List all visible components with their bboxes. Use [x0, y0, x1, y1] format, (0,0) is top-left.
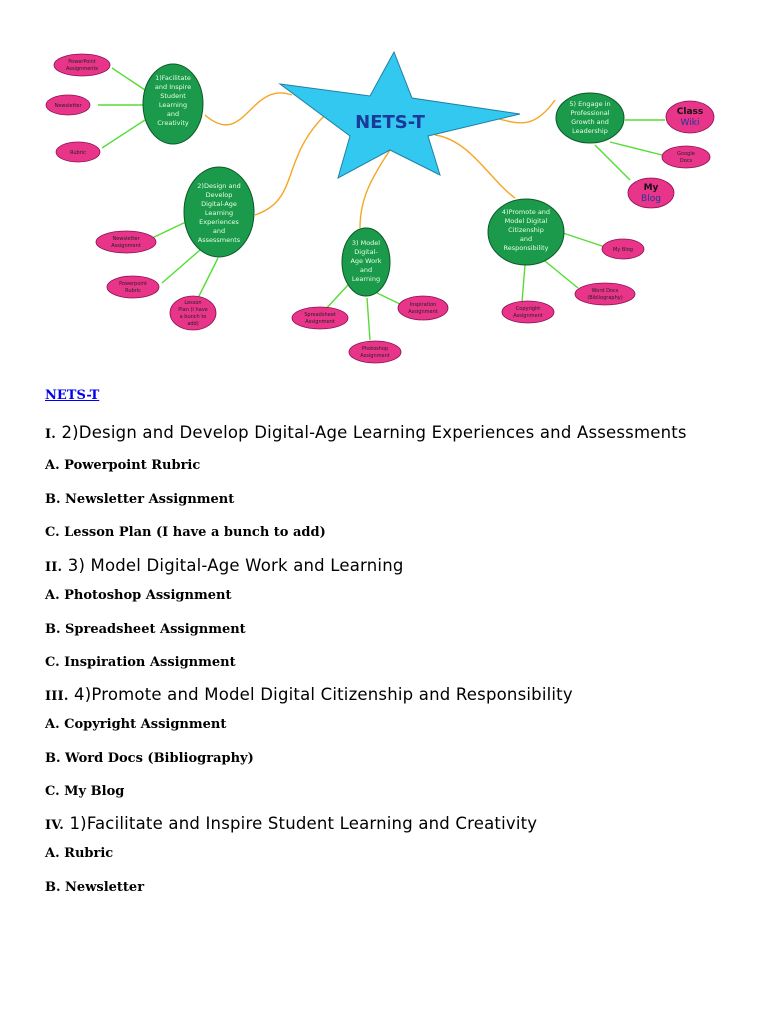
leaf-newsassign [96, 231, 156, 253]
svg-text:Assignment: Assignment [111, 243, 141, 249]
svg-text:3) Model: 3) Model [351, 239, 381, 247]
svg-text:Citizenship: Citizenship [508, 226, 544, 234]
svg-text:Assignment: Assignment [513, 313, 543, 319]
svg-text:1)Facilitate: 1)Facilitate [155, 74, 191, 82]
svg-text:Assignment: Assignment [305, 319, 335, 325]
list-item: C. Inspiration Assignment [45, 655, 236, 670]
svg-text:Assignment: Assignment [360, 353, 390, 359]
svg-text:Student: Student [160, 92, 186, 100]
svg-text:Develop: Develop [205, 191, 233, 199]
section-title: 2)Design and Develop Digital-Age Learning Experiences and Assessments [61, 423, 687, 442]
leaf-photoshop [349, 341, 401, 363]
list-item: A. Photoshop Assignment [45, 588, 232, 603]
leaf-spreadsheet [292, 307, 348, 329]
svg-text:Learning: Learning [204, 209, 234, 217]
connector-promote-copyright [522, 265, 525, 302]
connector-design-newsassign [148, 220, 190, 240]
svg-text:Digital-: Digital- [354, 248, 378, 256]
svg-text:Blog: Blog [641, 194, 661, 204]
leaf-rubric [56, 142, 100, 162]
svg-text:Class: Class [676, 107, 704, 117]
list-item: A. Powerpoint Rubric [45, 458, 201, 473]
svg-text:Model Digital: Model Digital [504, 217, 548, 225]
svg-text:Rubric: Rubric [70, 150, 86, 156]
svg-text:and: and [359, 266, 373, 274]
leaf-inspiration [398, 296, 448, 320]
section-3 [45, 680, 735, 800]
list-item: A. Copyright Assignment [45, 717, 227, 732]
svg-text:and: and [166, 110, 180, 118]
section-number: I. [45, 427, 57, 442]
svg-text:Copyright: Copyright [515, 306, 541, 312]
svg-text:Learning: Learning [158, 101, 188, 109]
star-label: NETS-T [355, 112, 425, 133]
list-item: A. Rubric [45, 846, 114, 861]
leaf-myblog-small [602, 239, 644, 259]
svg-text:PowerPoint: PowerPoint [68, 59, 96, 65]
section-title: 3) Model Digital-Age Work and Learning [67, 556, 404, 575]
list-item: B. Newsletter [45, 880, 145, 895]
list-item: B. Newsletter Assignment [45, 492, 235, 507]
svg-text:Lesson: Lesson [184, 300, 202, 306]
svg-text:Powerpoint: Powerpoint [119, 281, 147, 287]
section-4 [45, 809, 735, 896]
node-design [184, 167, 254, 257]
node-engage [556, 93, 624, 143]
node-promote [488, 199, 564, 265]
connector-facilitate-ppassign [112, 68, 145, 90]
svg-text:Leadership: Leadership [572, 127, 608, 135]
svg-text:Digital-Age: Digital-Age [201, 200, 237, 208]
svg-text:Newsletter: Newsletter [112, 236, 140, 242]
section-heading [45, 418, 735, 449]
leaf-newsletter [46, 95, 90, 115]
svg-text:Professional: Professional [570, 109, 610, 117]
section-number: III. [45, 689, 69, 704]
document-body [45, 384, 735, 896]
list-item: C. Lesson Plan (I have a bunch to add) [45, 525, 326, 540]
svg-text:Experiences: Experiences [199, 218, 239, 226]
mind-map-diagram [30, 40, 730, 370]
svg-text:2)Design and: 2)Design and [197, 182, 241, 190]
svg-text:(Bibliography): (Bibliography) [587, 295, 623, 301]
svg-text:a bunch to: a bunch to [179, 314, 207, 320]
leaf-pprubric [107, 276, 159, 298]
list-item: B. Spreadsheet Assignment [45, 622, 246, 637]
section-2 [45, 551, 735, 671]
section-heading [45, 551, 735, 582]
svg-text:Growth and: Growth and [571, 118, 609, 126]
svg-text:Google: Google [677, 151, 695, 157]
leaf-myblog [628, 178, 674, 208]
section-title: 1)Facilitate and Inspire Student Learning and Creativity [69, 814, 538, 833]
section-heading [45, 680, 735, 711]
svg-text:Word Docs: Word Docs [591, 288, 619, 294]
svg-text:Assessments: Assessments [197, 236, 241, 244]
leaf-ppassign [54, 54, 110, 76]
connector-star-design [255, 115, 325, 215]
svg-text:Inspiration: Inspiration [409, 302, 437, 308]
connector-promote-myblog [560, 232, 605, 247]
svg-text:5) Engage in: 5) Engage in [569, 100, 611, 108]
node-model [342, 228, 390, 296]
section-1 [45, 418, 735, 541]
section-number: II. [45, 560, 63, 575]
svg-text:Responsibility: Responsibility [503, 244, 549, 252]
svg-text:Newsletter: Newsletter [54, 103, 82, 109]
nets-t-link[interactable]: NETS-T [45, 388, 100, 403]
svg-text:My Blog: My Blog [613, 247, 633, 253]
leaf-worddocs [575, 283, 635, 305]
svg-text:Creativity: Creativity [157, 119, 189, 127]
svg-text:Spreadsheet: Spreadsheet [304, 312, 336, 318]
connector-engage-google [610, 142, 662, 155]
svg-text:Docs: Docs [679, 158, 693, 164]
node-facilitate [143, 64, 203, 144]
svg-text:Rubric: Rubric [125, 288, 141, 294]
connector-facilitate-rubric [102, 120, 145, 148]
leaf-copyright [502, 301, 554, 323]
connector-design-pprubric [162, 250, 200, 283]
connector-promote-worddocs [540, 257, 578, 288]
list-item: C. My Blog [45, 784, 125, 799]
svg-text:Age Work: Age Work [350, 257, 382, 265]
svg-text:and: and [212, 227, 226, 235]
leaf-classwiki [666, 101, 714, 133]
svg-text:Assignments: Assignments [65, 66, 99, 72]
leaf-google [662, 146, 710, 168]
list-item: B. Word Docs (Bibliography) [45, 751, 254, 766]
svg-text:My: My [643, 183, 659, 193]
section-title: 4)Promote and Model Digital Citizenship and Responsibility [74, 685, 573, 704]
connector-star-facilitate [205, 93, 292, 125]
svg-text:and Inspire: and Inspire [154, 83, 192, 91]
svg-text:Plan (I have: Plan (I have [178, 307, 208, 313]
connector-engage-blog [595, 145, 630, 180]
section-number: IV. [45, 818, 65, 833]
connector-design-lesson [198, 258, 218, 298]
svg-text:and: and [519, 235, 533, 243]
connector-star-promote [435, 135, 515, 198]
svg-text:add): add) [187, 321, 199, 327]
leaf-lesson [170, 296, 216, 330]
connector-model-photoshop [367, 298, 370, 340]
connector-model-inspiration [375, 292, 402, 305]
section-heading [45, 809, 735, 840]
svg-text:4)Promote and: 4)Promote and [501, 208, 551, 216]
svg-text:Photoshop: Photoshop [361, 346, 389, 352]
svg-text:Wiki: Wiki [680, 118, 700, 128]
svg-text:Assignment: Assignment [408, 309, 438, 315]
svg-text:Learning: Learning [351, 275, 381, 283]
